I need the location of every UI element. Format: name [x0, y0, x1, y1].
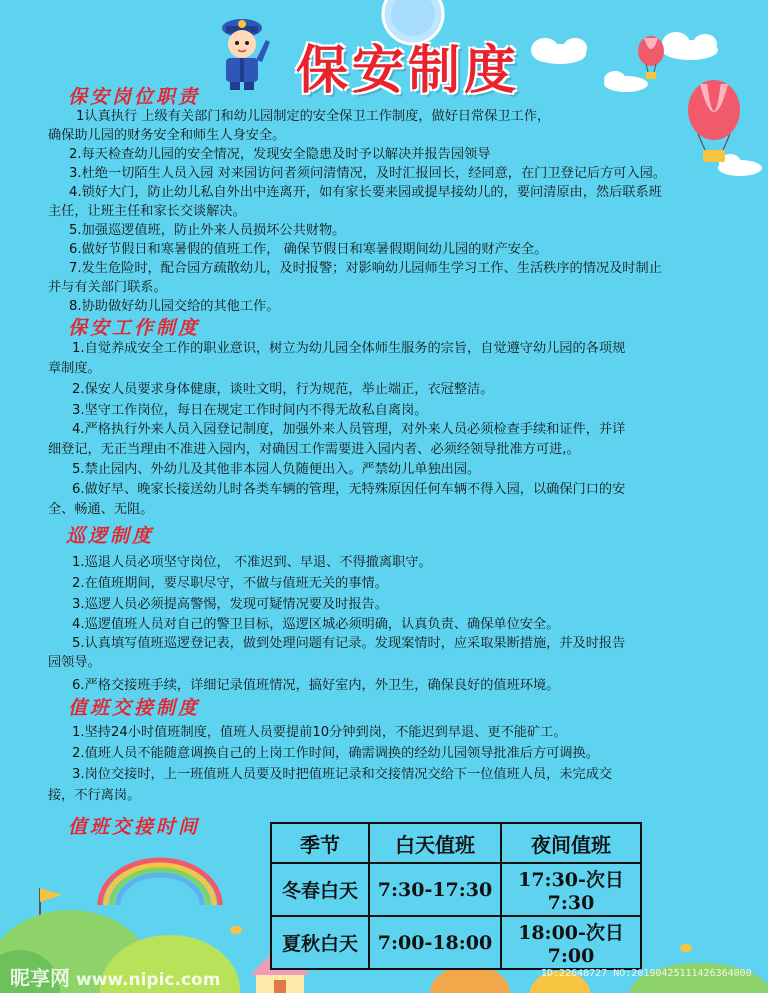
- duties-line: 7.发生危险时，配合园方疏散幼儿，及时报警；对影响幼儿园师生学习工作、生活秩序的情况及时制止: [69, 261, 662, 276]
- handover-line: 接，不行离岗。: [48, 788, 141, 803]
- section-heading-work: 保安工作制度: [68, 317, 201, 339]
- table-cell: 18:00-次日7:00: [501, 916, 641, 969]
- patrol-line: 园领导。: [48, 655, 101, 670]
- work-line: 全、畅通、无阻。: [48, 502, 154, 517]
- page-title: 保安制度: [296, 41, 521, 101]
- work-line: 章制度。: [48, 361, 101, 376]
- table-header-row: [271, 823, 641, 863]
- table-row: [271, 916, 641, 969]
- table-cell: 夏秋白天: [271, 916, 369, 969]
- work-line: 2.保安人员要求身体健康，谈吐文明，行为规范，举止端正，衣冠整洁。: [72, 382, 494, 397]
- table-header-cell: 夜间值班: [501, 823, 641, 863]
- duties-line: 并与有关部门联系。: [48, 280, 167, 295]
- duties-line: 8.协助做好幼儿园交给的其他工作。: [69, 299, 280, 314]
- work-line: 细登记，无正当理由不准进入园内，对确因工作需要进入园内者、必须经领导批准方可进,。: [48, 442, 580, 457]
- duties-line: 4.锁好大门，防止幼儿私自外出中连离开，如有家长要来园或提早接幼儿的，要问清原由，然后联系班: [69, 185, 662, 200]
- duties-line: 6.做好节假日和寒暑假的值班工作， 确保节假日和寒暑假期间幼儿园的财产安全。: [69, 242, 548, 257]
- watermark-url: www.nipic.com: [76, 970, 221, 990]
- balloon-large-decoration: [688, 80, 740, 162]
- table-header-cell: 白天值班: [369, 823, 501, 863]
- work-line: 4.严格执行外来人员入园登记制度，加强外来人员管理，对外来人员必须检查手续和证件，并详: [72, 422, 626, 437]
- patrol-line: 4.巡逻值班人员对自己的警卫目标，巡逻区城必须明确，认真负责、确保单位安全。: [72, 617, 560, 632]
- duties-line: 确保助儿园的财务安全和师生人身安全。: [48, 128, 286, 143]
- work-line: 5.禁止园内、外幼儿及其他非本园人负随便出入。严禁幼儿单独出园。: [72, 462, 481, 477]
- patrol-line: 2.在值班期间，要尽职尽守，不做与值班无关的事情。: [72, 576, 388, 591]
- work-line: 3.坚守工作岗位，每日在规定工作时间内不得无故私自离岗。: [72, 403, 428, 418]
- work-line: 1.自觉养成安全工作的职业意识，树立为幼儿园全体师生服务的宗旨，自觉遵守幼儿园的各项规: [72, 341, 626, 356]
- table-cell: 7:30-17:30: [369, 863, 501, 916]
- section-heading-schedule: 值班交接时间: [68, 816, 201, 838]
- section-heading-duties: 保安岗位职责: [68, 86, 201, 108]
- table-cell: 17:30-次日7:30: [501, 863, 641, 916]
- duties-line: 5.加强巡逻值班，防止外来人员损坏公共财物。: [69, 223, 346, 238]
- patrol-line: 5.认真填写值班巡逻登记表，做到处理问题有记录。发现案情时，应采取果断措施，并及时报告: [72, 636, 626, 651]
- balloon-small-decoration: [638, 36, 664, 79]
- watermark-brand: 昵享网: [10, 966, 70, 990]
- table-cell: 7:00-18:00: [369, 916, 501, 969]
- work-line: 6.做好早、晚家长接送幼儿时各类车辆的管理，无特殊原因任何车辆不得入园，以确保门口的安: [72, 482, 626, 497]
- table-row: [271, 863, 641, 916]
- duties-line: 2.每天检查幼儿园的安全情况，发现安全隐患及时予以解决并报告园领导: [69, 147, 491, 162]
- section-heading-handover: 值班交接制度: [68, 697, 201, 719]
- duties-line: 3.杜绝一切陌生人员入园 对来园访问者须问清情况，及时汇报回长，经同意，在门卫登记后方可入园。: [69, 166, 667, 181]
- rainbow-decoration: [100, 860, 220, 905]
- handover-line: 1.坚持24小时值班制度，值班人员要提前10分钟到岗，不能迟到早退、更不能矿工。: [72, 725, 567, 740]
- duty-schedule-table: [270, 822, 642, 970]
- handover-line: 2.值班人员不能随意调换自己的上岗工作时间，确需调换的经幼儿园领导批准后方可调换。: [72, 746, 599, 761]
- table-cell: 冬春白天: [271, 863, 369, 916]
- duties-line: 主任，让班主任和家长交谈解决。: [48, 204, 246, 219]
- watermark: [10, 962, 220, 991]
- handover-line: 3.岗位交接时，上一班值班人员要及时把值班记录和交接情况交给下一位值班人员，未完成交: [72, 767, 613, 782]
- image-id-label: ID:22648727 NO:20190425111426364000: [541, 968, 752, 979]
- patrol-line: 3.巡逻人员必须提高警惕，发现可疑情况要及时报告。: [72, 597, 388, 612]
- patrol-line: 1.巡退人员必项坚守岗位， 不准迟到、早退、不得撤离职守。: [72, 555, 432, 570]
- security-guard-icon: [222, 19, 270, 90]
- duties-line: 1认真执行 上级有关部门和幼儿园制定的安全保卫工作制度，做好日常保卫工作，: [76, 109, 551, 124]
- table-header-cell: 季节: [271, 823, 369, 863]
- patrol-line: 6.严格交接班手续，详细记录值班情况，搞好室内，外卫生，确保良好的值班环境。: [72, 678, 560, 693]
- section-heading-patrol: 巡逻制度: [66, 525, 155, 547]
